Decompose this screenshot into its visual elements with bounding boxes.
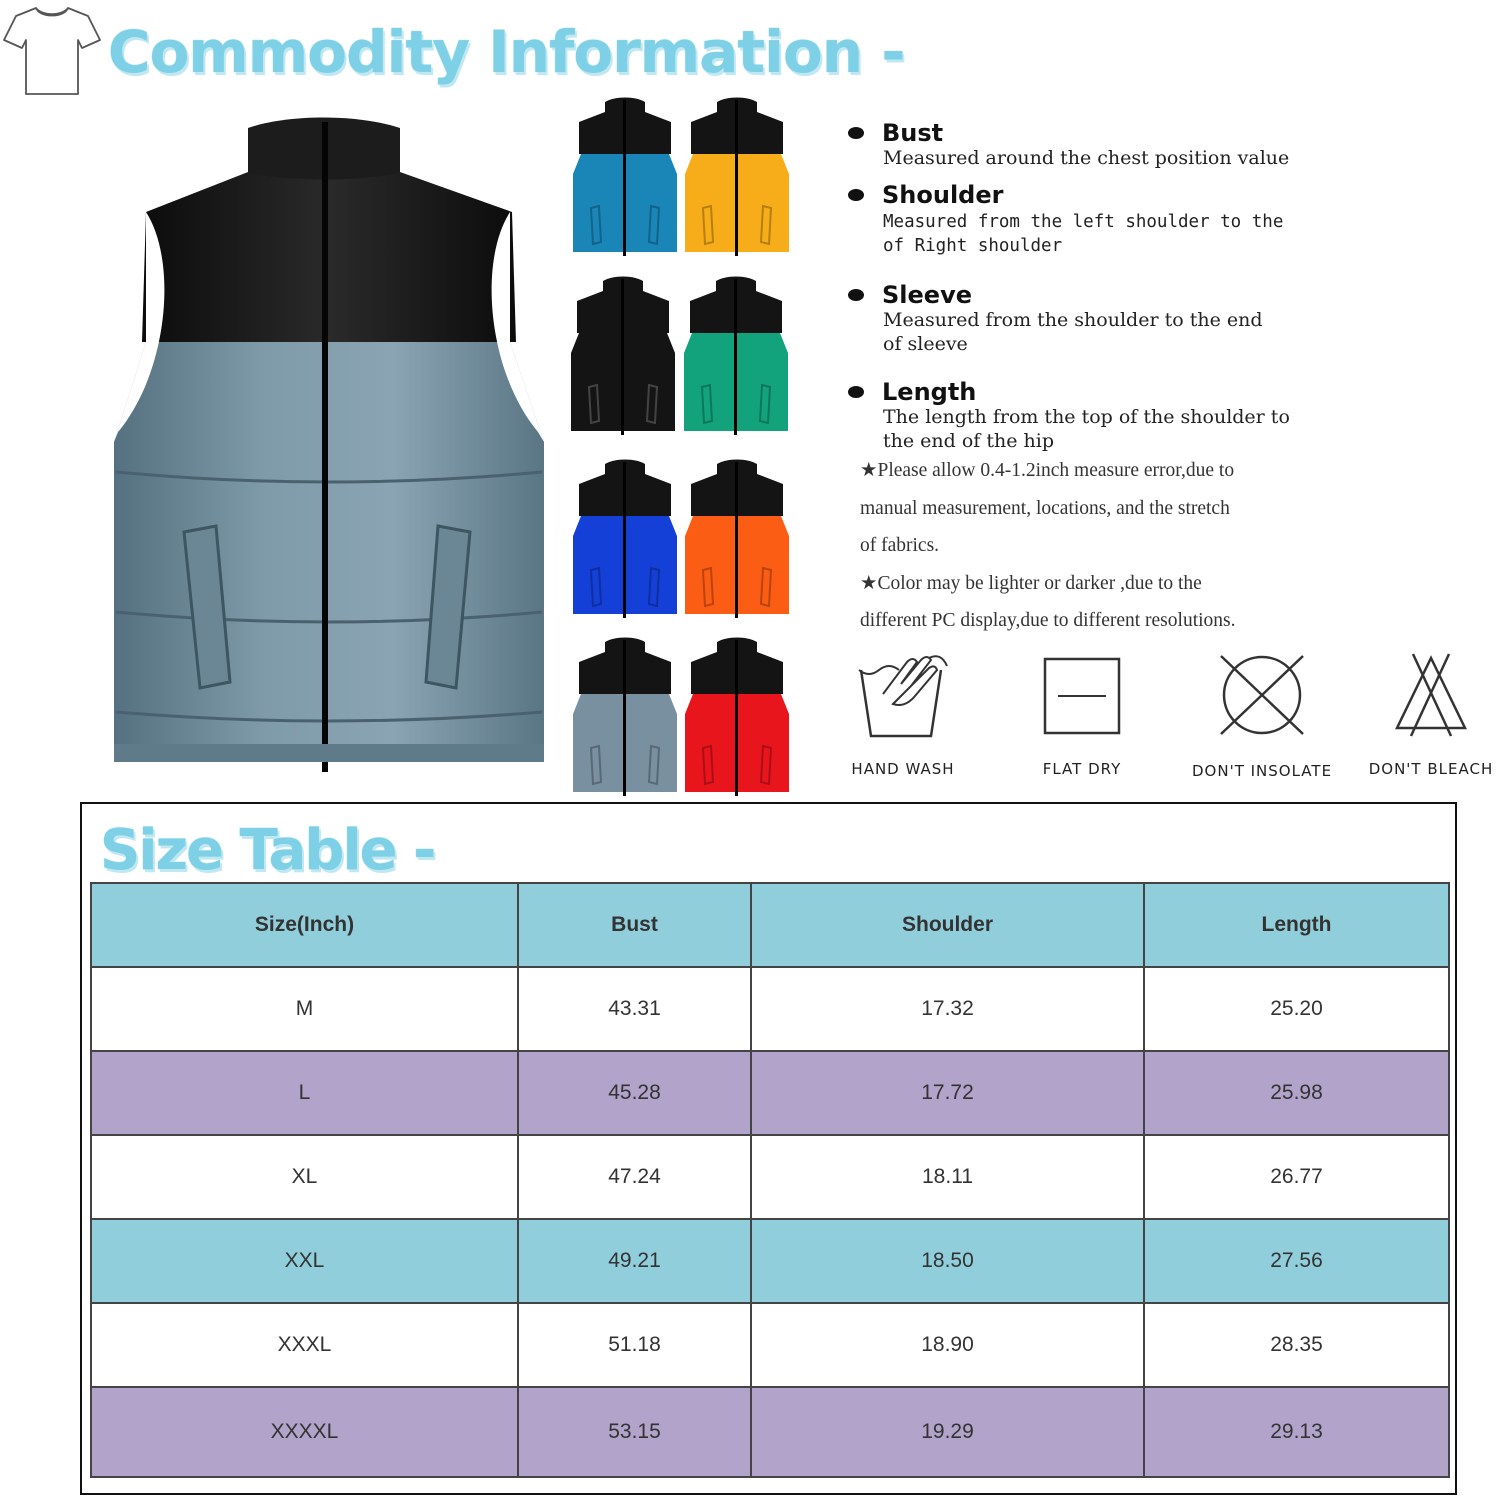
table-cell: XXXXL — [91, 1387, 518, 1477]
table-cell: 18.90 — [751, 1303, 1144, 1387]
table-cell: 43.31 — [518, 967, 751, 1051]
measurement-desc-line: Measured from the left shoulder to the — [883, 212, 1284, 232]
table-cell: 18.11 — [751, 1135, 1144, 1219]
table-cell: XXL — [91, 1219, 518, 1303]
note-line: different PC display,due to different resolutions. — [860, 610, 1236, 631]
measurement-desc-line: the end of the hip — [883, 430, 1054, 452]
note-line: ★Color may be lighter or darker ,due to the — [860, 572, 1202, 594]
variant-green-vest[interactable] — [682, 275, 790, 439]
bullet-icon — [848, 189, 864, 201]
variant-grey-blue-vest[interactable] — [571, 636, 679, 800]
table-cell: 17.32 — [751, 967, 1144, 1051]
measurement-desc-line: Measured from the shoulder to the end — [883, 309, 1263, 331]
table-row — [91, 967, 1449, 1051]
dont-insolate-icon — [1217, 652, 1307, 738]
table-row — [91, 1135, 1449, 1219]
table-row — [91, 1387, 1449, 1477]
size-table — [90, 882, 1450, 1478]
measurement-title: Sleeve — [882, 281, 972, 309]
table-cell: 19.29 — [751, 1387, 1144, 1477]
table-cell: 51.18 — [518, 1303, 751, 1387]
measurement-title: Bust — [882, 119, 944, 147]
main-vest-image — [108, 112, 548, 782]
size-table-title: Size Table - — [100, 818, 435, 883]
table-cell: 47.24 — [518, 1135, 751, 1219]
table-cell: M — [91, 967, 518, 1051]
bullet-icon — [848, 289, 864, 301]
bullet-icon — [848, 127, 864, 139]
measurement-length — [848, 379, 1408, 453]
care-hand-wash — [846, 648, 960, 778]
table-cell: L — [91, 1051, 518, 1135]
column-header: Bust — [518, 883, 751, 967]
column-header: Length — [1144, 883, 1449, 967]
note-line: manual measurement, locations, and the stretch — [860, 497, 1230, 519]
table-cell: XL — [91, 1135, 518, 1219]
column-header: Size(Inch) — [91, 883, 518, 967]
variant-red-vest[interactable] — [683, 636, 791, 800]
table-cell: 45.28 — [518, 1051, 751, 1135]
variant-royal-blue-vest[interactable] — [571, 458, 679, 622]
tshirt-icon — [2, 2, 102, 98]
measurement-desc-line: of Right shoulder — [883, 236, 1063, 256]
bullet-icon — [848, 386, 864, 398]
table-cell: 29.13 — [1144, 1387, 1449, 1477]
care-dont-insolate — [1192, 652, 1332, 780]
table-cell: 17.72 — [751, 1051, 1144, 1135]
dont-bleach-icon — [1393, 652, 1469, 738]
table-cell: 18.50 — [751, 1219, 1144, 1303]
page-title: Commodity Information - — [108, 18, 905, 86]
flat-dry-icon — [1042, 656, 1122, 736]
care-label: HAND WASH — [851, 760, 955, 778]
measurement-shoulder — [848, 182, 1408, 258]
table-cell: 26.77 — [1144, 1135, 1449, 1219]
measurement-sleeve — [848, 282, 1408, 356]
hand-wash-icon — [855, 648, 951, 740]
table-cell: XXXL — [91, 1303, 518, 1387]
table-cell: 49.21 — [518, 1219, 751, 1303]
care-label: FLAT DRY — [1042, 760, 1122, 778]
measurement-desc: Measured around the chest position value — [883, 147, 1290, 169]
table-row — [91, 1219, 1449, 1303]
note-line: ★Please allow 0.4-1.2inch measure error,due to — [860, 460, 1235, 481]
table-cell: 27.56 — [1144, 1219, 1449, 1303]
care-flat-dry — [1022, 656, 1142, 778]
measurement-title: Length — [882, 378, 977, 406]
table-row — [91, 1051, 1449, 1135]
measurement-desc-line: The length from the top of the shoulder to — [883, 406, 1290, 428]
table-header-row — [91, 883, 1449, 967]
table-cell: 53.15 — [518, 1387, 751, 1477]
variant-black-vest[interactable] — [569, 275, 677, 439]
variant-blue-vest[interactable] — [571, 96, 679, 260]
column-header: Shoulder — [751, 883, 1144, 967]
table-cell: 28.35 — [1144, 1303, 1449, 1387]
table-cell: 25.98 — [1144, 1051, 1449, 1135]
variant-orange-vest[interactable] — [683, 458, 791, 622]
table-row — [91, 1303, 1449, 1387]
care-label: DON'T BLEACH — [1368, 760, 1494, 778]
measurement-desc-line: of sleeve — [883, 333, 968, 355]
measure-notes — [860, 452, 1480, 640]
table-cell: 25.20 — [1144, 967, 1449, 1051]
care-label: DON'T INSOLATE — [1192, 762, 1333, 780]
variant-yellow-vest[interactable] — [683, 96, 791, 260]
note-line: of fabrics. — [860, 535, 940, 556]
measurement-title: Shoulder — [882, 181, 1004, 209]
care-dont-bleach — [1366, 652, 1496, 778]
measurement-bust — [848, 120, 1408, 170]
